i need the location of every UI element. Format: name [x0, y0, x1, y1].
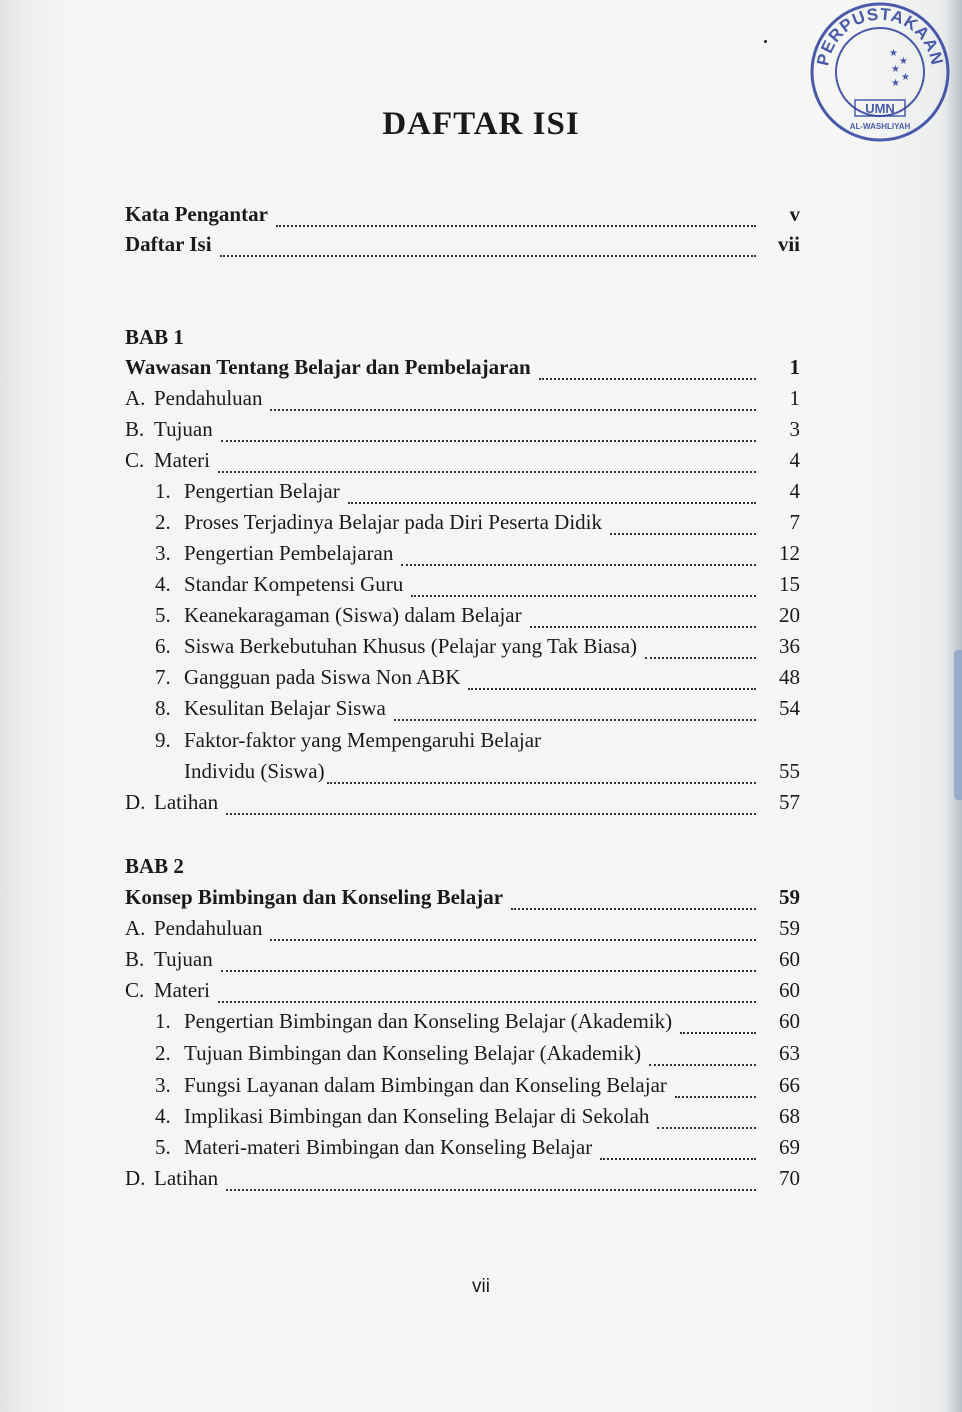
toc-entry-label: Pengertian Bimbingan dan Konseling Belajar (Akademik)	[184, 1009, 673, 1033]
toc-entry-label: Fungsi Layanan dalam Bimbingan dan Konseling Belajar	[184, 1073, 667, 1097]
toc-entry-label: Daftar Isi	[125, 232, 212, 256]
dot-leader	[680, 1031, 756, 1034]
toc-entry-label: Materi	[154, 448, 210, 472]
toc-page-number: 1	[789, 386, 800, 410]
toc-entry-label: Materi	[154, 978, 210, 1002]
toc-page-number: 63	[779, 1041, 800, 1065]
toc-page-number: 15	[779, 572, 800, 596]
toc-page-number: 54	[779, 696, 800, 720]
toc-entry[interactable]	[125, 978, 800, 1008]
toc-chapter-title[interactable]	[125, 355, 800, 385]
toc-page-number: 20	[779, 603, 800, 627]
toc-page-number: 7	[789, 510, 800, 534]
toc-page-number: 55	[779, 759, 800, 783]
dot-leader	[610, 532, 756, 535]
toc-entry-kata-pengantar[interactable]	[125, 202, 800, 232]
toc-entry-label: Kesulitan Belajar Siswa	[184, 696, 386, 720]
toc-entry-number: 5.	[155, 603, 171, 627]
toc-entry-label: Latihan	[154, 1166, 219, 1190]
dot-leader	[401, 563, 756, 566]
toc-entry-label: Implikasi Bimbingan dan Konseling Belajar di Sekolah	[184, 1104, 650, 1128]
toc-chapter-title[interactable]	[125, 885, 800, 915]
toc-subentry[interactable]	[155, 1073, 800, 1103]
toc-entry-label: Standar Kompetensi Guru	[184, 572, 404, 596]
dot-leader	[657, 1126, 756, 1129]
toc-entry-number: C.	[125, 448, 145, 472]
svg-text:UMN: UMN	[865, 101, 895, 116]
toc-page-number: 60	[779, 978, 800, 1002]
toc-page-number: 36	[779, 634, 800, 658]
dot-leader	[645, 656, 756, 659]
dot-leader	[530, 625, 756, 628]
toc-page-number: 66	[779, 1073, 800, 1097]
toc-entry[interactable]	[125, 916, 800, 946]
dot-leader	[220, 254, 756, 257]
toc-page-number: 69	[779, 1135, 800, 1159]
dot-leader	[226, 812, 756, 815]
toc-entry-number: 2.	[155, 1041, 171, 1065]
dot-leader	[468, 687, 756, 690]
toc-subentry-continuation[interactable]	[184, 759, 800, 789]
toc-entry-label: Kata Pengantar	[125, 202, 268, 226]
toc-subentry[interactable]	[155, 479, 800, 509]
dot-leader	[270, 938, 756, 941]
toc-entry-number: 1.	[155, 1009, 171, 1033]
svg-text:PERPUSTAKAAN: PERPUSTAKAAN	[813, 4, 947, 68]
toc-entry-number: 4.	[155, 572, 171, 596]
toc-entry-label: Individu (Siswa)	[184, 759, 325, 783]
toc-subentry[interactable]	[155, 728, 800, 758]
toc-entry-number: 5.	[155, 1135, 171, 1159]
toc-entry-label: Latihan	[154, 790, 219, 814]
toc-entry-number: 6.	[155, 634, 171, 658]
toc-entry-label: Pengertian Belajar	[184, 479, 340, 503]
dot-leader	[221, 969, 756, 972]
toc-subentry[interactable]	[155, 510, 800, 540]
dot-leader	[226, 1188, 756, 1191]
toc-entry-number: A.	[125, 386, 146, 410]
svg-text:★: ★	[899, 56, 908, 67]
dot-leader	[649, 1063, 756, 1066]
toc-entry-label: Tujuan Bimbingan dan Konseling Belajar (Akademik)	[184, 1041, 642, 1065]
page-title: DAFTAR ISI	[382, 106, 580, 142]
toc-entry[interactable]	[125, 386, 800, 416]
toc-entry-label: Konsep Bimbingan dan Konseling Belajar	[125, 885, 504, 909]
toc-page-number: 59	[779, 885, 800, 909]
svg-text:★: ★	[901, 72, 910, 83]
dot-leader	[270, 408, 756, 411]
dot-leader	[411, 594, 756, 597]
toc-subentry[interactable]	[155, 572, 800, 602]
dot-leader	[511, 907, 756, 910]
toc-entry-label: Tujuan	[154, 947, 213, 971]
dot-leader	[539, 377, 756, 380]
svg-text:★: ★	[889, 48, 898, 59]
dot-leader	[276, 224, 756, 227]
toc-entry-label: Gangguan pada Siswa Non ABK	[184, 665, 461, 689]
toc-entry[interactable]	[125, 1166, 800, 1196]
dot-leader	[218, 1000, 756, 1003]
toc-page-number: 4	[789, 448, 800, 472]
toc-entry[interactable]	[125, 947, 800, 977]
toc-entry-label: Pendahuluan	[154, 916, 263, 940]
toc-entry-number: 7.	[155, 665, 171, 689]
chapter-heading: BAB 2	[125, 854, 184, 878]
toc-entry-label: Siswa Berkebutuhan Khusus (Pelajar yang Tak Biasa)	[184, 634, 638, 658]
toc-entry[interactable]	[125, 417, 800, 447]
toc-entry-number: 4.	[155, 1104, 171, 1128]
toc-entry-number: D.	[125, 1166, 146, 1190]
dot-leader	[600, 1157, 756, 1160]
toc-entry-number: C.	[125, 978, 145, 1002]
toc-subentry[interactable]	[155, 634, 800, 664]
toc-page-number: 59	[779, 916, 800, 940]
dot-leader	[221, 439, 756, 442]
toc-subentry[interactable]	[155, 603, 800, 633]
toc-page-number: 48	[779, 665, 800, 689]
book-edge-tab	[954, 650, 962, 800]
dot-leader	[394, 718, 756, 721]
svg-text:AL-WASHLIYAH: AL-WASHLIYAH	[849, 122, 911, 131]
toc-page-number: 70	[779, 1166, 800, 1190]
toc-page-number: v	[789, 202, 800, 226]
toc-entry-label: Pengertian Pembelajaran	[184, 541, 394, 565]
toc-page-number: 57	[779, 790, 800, 814]
svg-text:★: ★	[891, 78, 900, 89]
toc-subentry[interactable]	[155, 541, 800, 571]
toc-entry-label: Wawasan Tentang Belajar dan Pembelajaran	[125, 355, 531, 379]
toc-subentry[interactable]	[155, 1041, 800, 1071]
toc-entry-label: Tujuan	[154, 417, 213, 441]
toc-entry-number: 3.	[155, 541, 171, 565]
toc-subentry[interactable]	[155, 1135, 800, 1165]
dot-leader	[327, 781, 756, 784]
toc-entry-number: B.	[125, 947, 145, 971]
toc-page-number: 3	[789, 417, 800, 441]
toc-entry-label: Materi-materi Bimbingan dan Konseling Belajar	[184, 1135, 593, 1159]
toc-entry[interactable]	[125, 790, 800, 820]
page-number-footer: vii	[472, 1276, 490, 1297]
dot-leader	[218, 470, 756, 473]
toc-page-number: 1	[789, 355, 800, 379]
toc-entry-label: Proses Terjadinya Belajar pada Diri Peserta Didik	[184, 510, 603, 534]
toc-subentry[interactable]	[155, 665, 800, 695]
toc-subentry[interactable]	[155, 1104, 800, 1134]
toc-entry-number: B.	[125, 417, 145, 441]
toc-entry-number: 8.	[155, 696, 171, 720]
toc-page-number: 60	[779, 947, 800, 971]
ink-speck	[764, 40, 767, 43]
toc-entry-label: Keanekaragaman (Siswa) dalam Belajar	[184, 603, 522, 627]
chapter-heading: BAB 1	[125, 325, 184, 349]
toc-subentry[interactable]	[155, 696, 800, 726]
toc-entry-number: D.	[125, 790, 146, 814]
toc-entry[interactable]	[125, 448, 800, 478]
toc-entry-number: 9.	[155, 728, 171, 752]
toc-page-number: vii	[777, 232, 800, 256]
toc-entry-number: A.	[125, 916, 146, 940]
toc-page-number: 4	[789, 479, 800, 503]
svg-text:★: ★	[891, 64, 900, 75]
toc-entry-label: Faktor-faktor yang Mempengaruhi Belajar	[184, 728, 542, 752]
toc-page-number: 12	[779, 541, 800, 565]
toc-entry-number: 3.	[155, 1073, 171, 1097]
dot-leader	[348, 501, 756, 504]
toc-entry-daftar-isi[interactable]	[125, 232, 800, 262]
toc-entry-number: 1.	[155, 479, 171, 503]
dot-leader	[675, 1095, 756, 1098]
toc-entry-number: 2.	[155, 510, 171, 534]
toc-subentry[interactable]	[155, 1009, 800, 1039]
toc-page-number: 68	[779, 1104, 800, 1128]
toc-page-number: 60	[779, 1009, 800, 1033]
toc-entry-label: Pendahuluan	[154, 386, 263, 410]
